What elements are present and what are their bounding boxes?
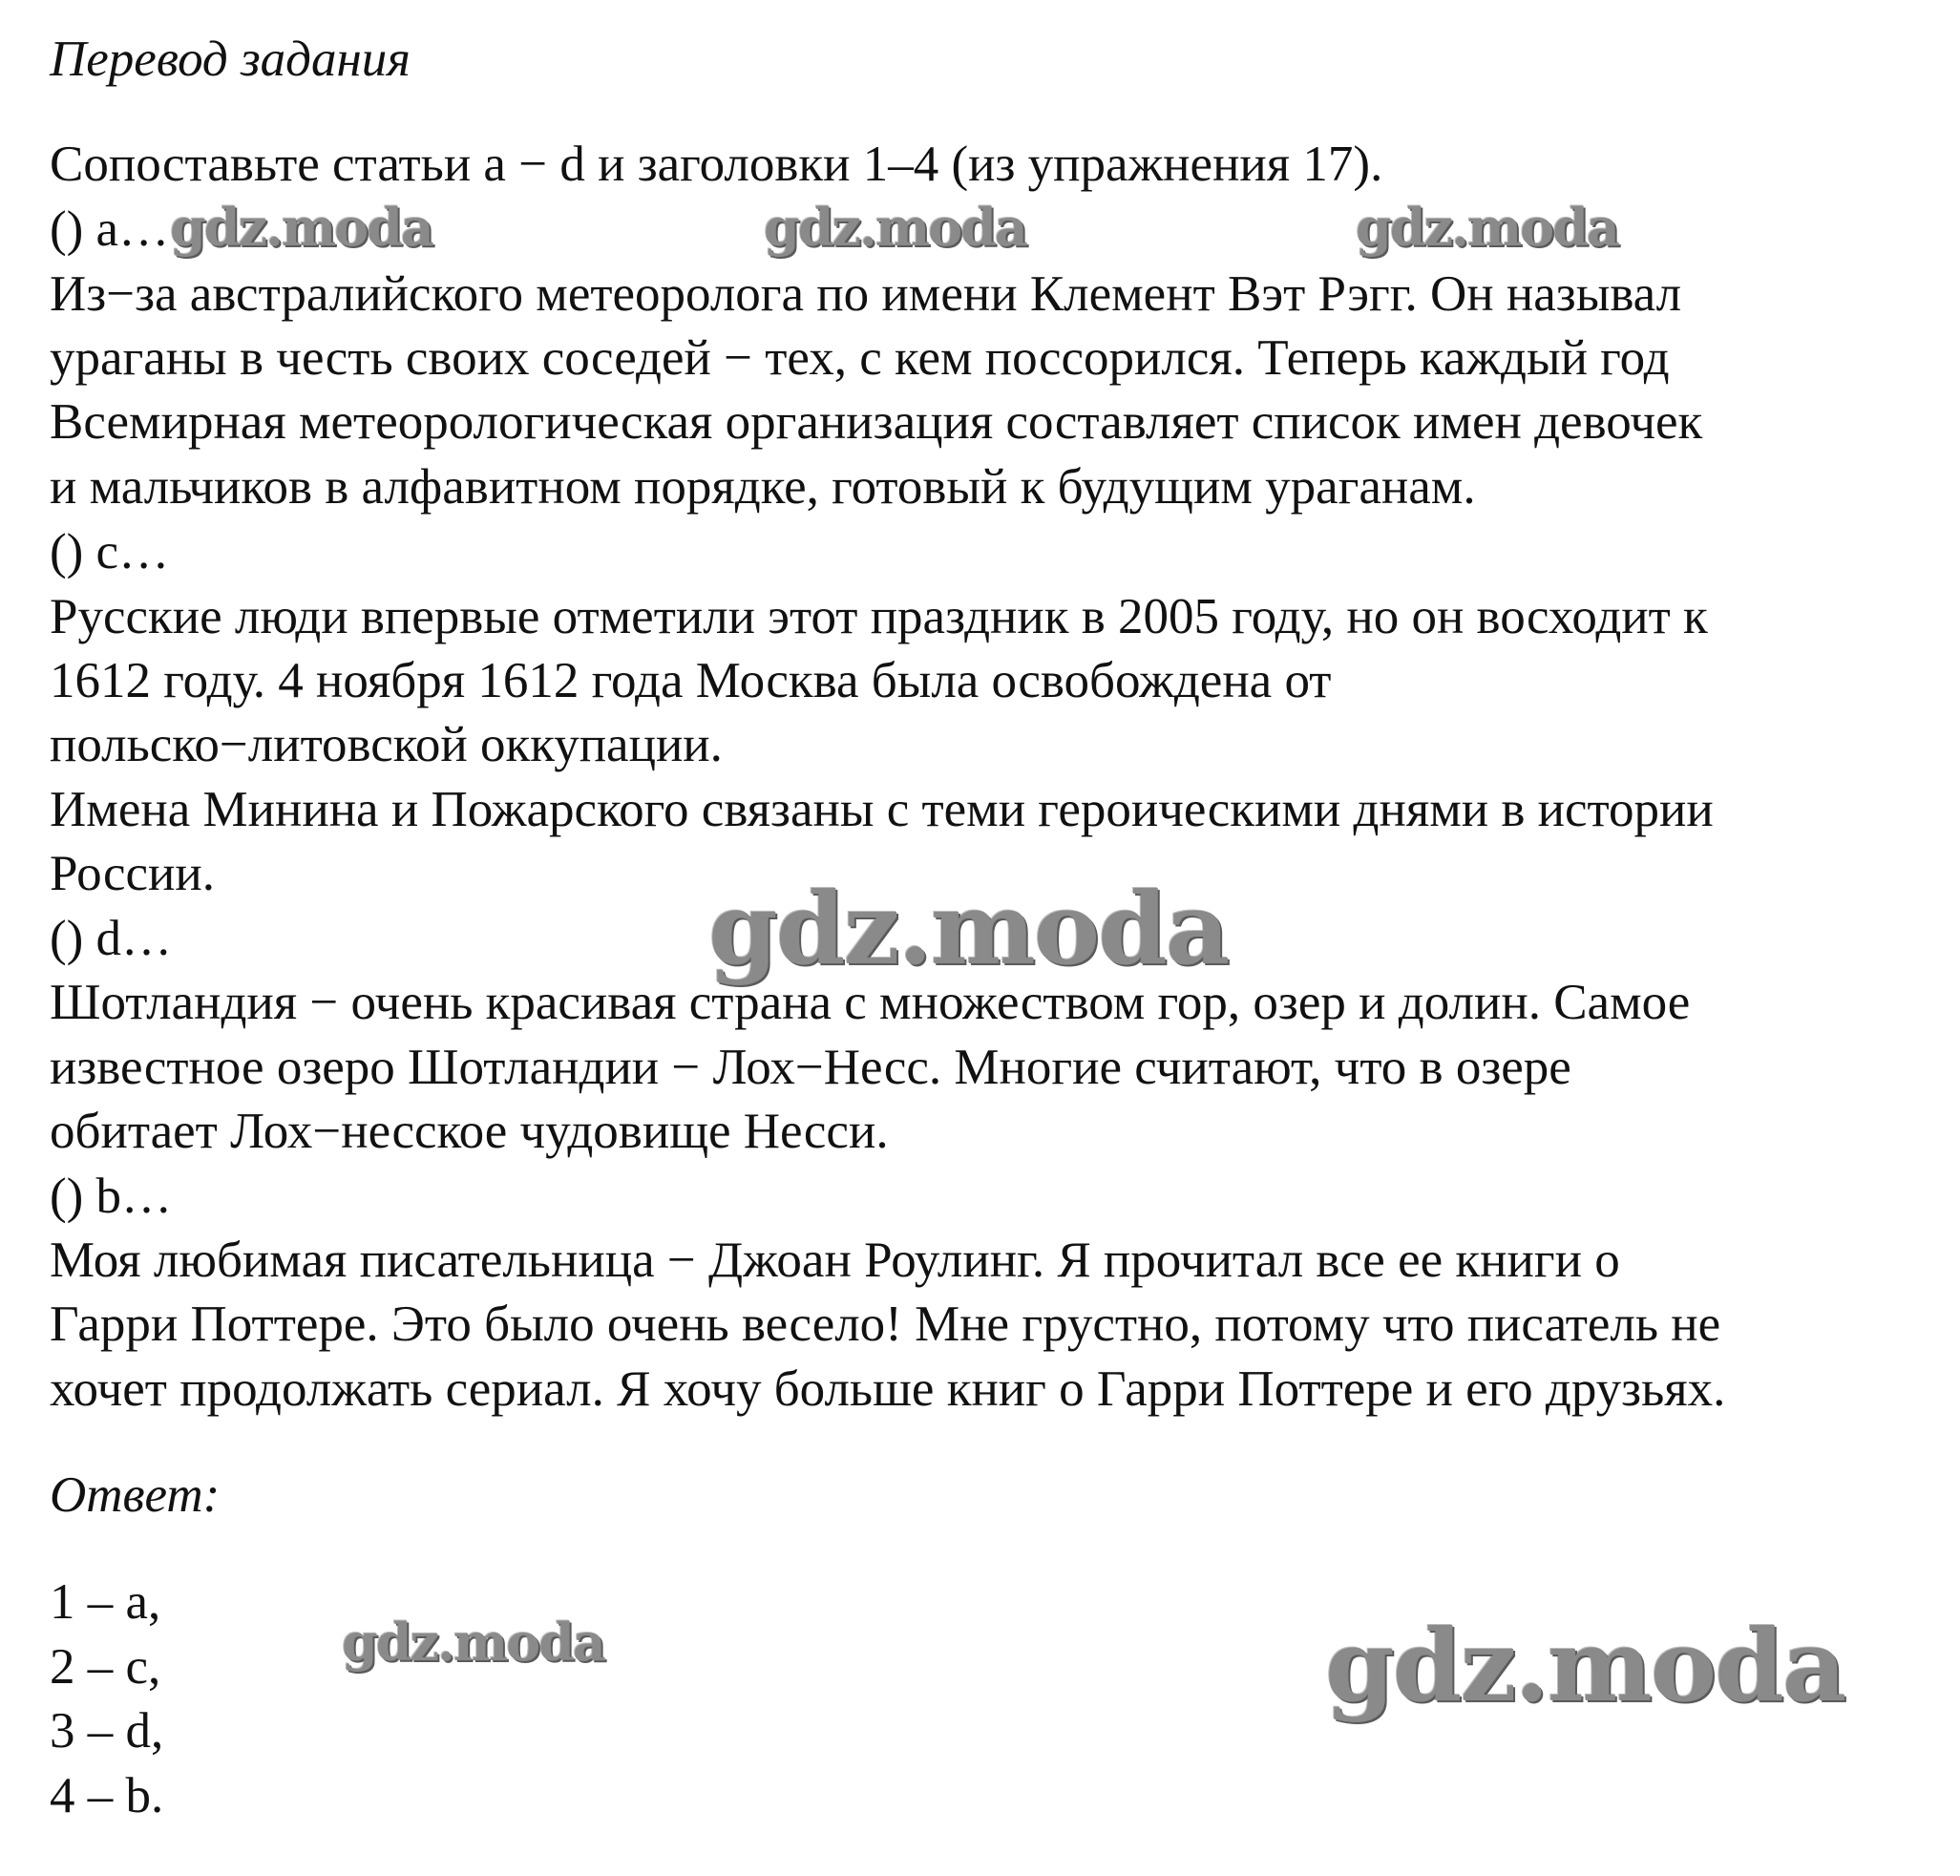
- section-d-line: Шотландия − очень красивая страна с множеством гор, озер и долин. Самое: [50, 975, 1691, 1030]
- section-marker-d: () d…: [50, 911, 173, 966]
- section-d-line: известное озеро Шотландии − Лох−Несс. Многие считают, что в озере: [50, 1040, 1571, 1095]
- answer-item: 1 – a,: [50, 1574, 161, 1630]
- section-b-line: хочет продолжать сериал. Я хочу больше книг о Гарри Поттере и его друзьях.: [50, 1361, 1726, 1417]
- section-marker-a: () a…: [50, 201, 170, 257]
- section-c-line: 1612 году. 4 ноября 1612 года Москва была освобождена от: [50, 653, 1332, 708]
- answer-item: 2 – c,: [50, 1639, 161, 1695]
- watermark: gdz.moda: [170, 197, 432, 258]
- section-c-line: России.: [50, 846, 216, 901]
- section-d-line: обитает Лох−несское чудовище Несси.: [50, 1104, 889, 1159]
- section-c-line: Имена Минина и Пожарского связаны с теми героическими днями в истории: [50, 782, 1714, 837]
- section-a-line: Всемирная метеорологическая организация составляет список имен девочек: [50, 394, 1703, 450]
- section-c-line: Русские люди впервые отметили этот праздник в 2005 году, но он восходит к: [50, 589, 1708, 644]
- watermark: gdz.moda: [1356, 197, 1618, 258]
- answer-heading: Ответ:: [50, 1467, 221, 1523]
- section-marker-b: () b…: [50, 1169, 173, 1224]
- watermark: gdz.moda: [708, 870, 1229, 987]
- section-c-line: польско−литовской оккупации.: [50, 717, 723, 772]
- answer-item: 3 – d,: [50, 1703, 164, 1759]
- section-a-line: ураганы в честь своих соседей − тех, с кем поссорился. Теперь каждый год: [50, 330, 1670, 386]
- section-a-line: и мальчиков в алфавитном порядке, готовый к будущим ураганам.: [50, 459, 1476, 515]
- section-marker-c: () c…: [50, 524, 170, 580]
- section-a-line: Из−за австралийского метеоролога по имени Клемент Вэт Рэгг. Он называл: [50, 266, 1682, 322]
- watermark: gdz.moda: [1325, 1607, 1845, 1724]
- answer-item: 4 – b.: [50, 1768, 164, 1823]
- section-b-line: Гарри Поттере. Это было очень весело! Мне грустно, потому что писатель не: [50, 1296, 1721, 1352]
- page-title: Перевод задания: [50, 32, 411, 87]
- task-instruction: Сопоставьте статьи a − d и заголовки 1–4 (из упражнения 17).: [50, 137, 1383, 192]
- watermark: gdz.moda: [764, 197, 1026, 258]
- watermark: gdz.moda: [342, 1612, 604, 1673]
- section-b-line: Моя любимая писательница − Джоан Роулинг. Я прочитал все ее книги о: [50, 1233, 1620, 1288]
